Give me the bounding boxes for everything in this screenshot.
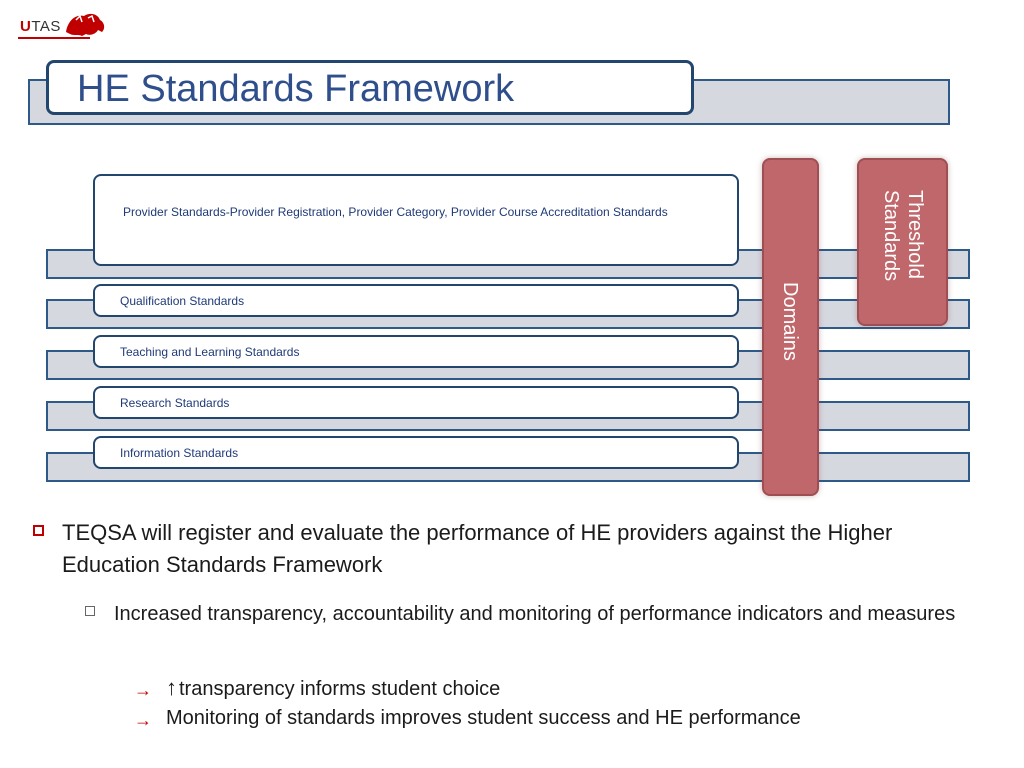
- bullet-level3-item: [166, 674, 500, 703]
- standard-box-research: [93, 386, 739, 419]
- utas-logo: [18, 10, 94, 40]
- standard-label: Information Standards: [120, 446, 239, 460]
- threshold-label: Threshold Standards: [880, 190, 926, 282]
- arrow-right-icon: →: [134, 710, 152, 730]
- page-title: HE Standards Framework: [77, 68, 515, 110]
- threshold-pillar: [857, 158, 948, 326]
- bullet-marker-level1: [33, 525, 44, 536]
- standard-box-provider: [93, 174, 739, 266]
- title-box: [46, 60, 694, 115]
- standard-label: Teaching and Learning Standards: [120, 345, 300, 359]
- domains-pillar: [762, 158, 819, 496]
- up-arrow-icon: ↑: [166, 675, 177, 700]
- standard-label: Qualification Standards: [120, 294, 245, 308]
- standard-box-information: [93, 436, 739, 469]
- bullet-level3-text: Monitoring of standards improves student success and HE performance: [166, 707, 801, 729]
- bullet-level1: TEQSA will register and evaluate the performance of HE providers against the Higher Education Standards Framework: [62, 520, 893, 577]
- arrow-right-icon: →: [134, 680, 152, 700]
- bullet-level3-item: [166, 704, 801, 732]
- logo-text: UTAS: [20, 18, 61, 35]
- standard-label: Provider Standards-Provider Registration, Provider Category, Provider Course Accreditation Standards: [123, 205, 668, 219]
- logo-underline: [18, 37, 90, 39]
- standard-box-qualification: [93, 284, 739, 317]
- bullet-level2: Increased transparency, accountability and monitoring of performance indicators and measures: [114, 603, 956, 625]
- bullet-marker-level2: [85, 606, 95, 616]
- lion-icon: [62, 10, 108, 38]
- standard-box-teaching: [93, 335, 739, 368]
- domains-label: Domains: [779, 282, 801, 361]
- bullet-level3-text: transparency informs student choice: [179, 678, 501, 700]
- standard-label: Research Standards: [120, 396, 230, 410]
